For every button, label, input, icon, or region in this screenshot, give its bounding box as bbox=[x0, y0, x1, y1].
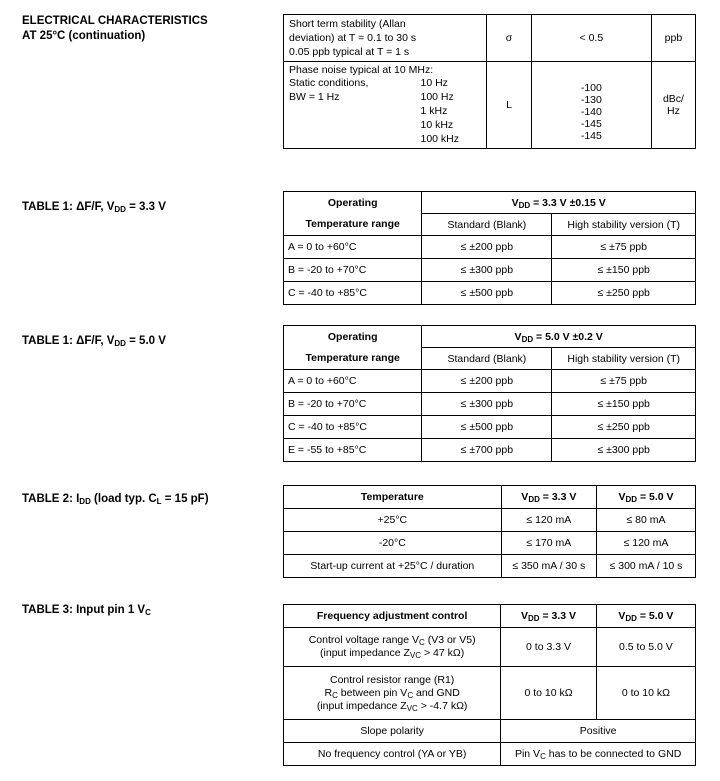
t2-temp-3: Start-up current at +25°C / duration bbox=[284, 555, 502, 578]
stability-line-3: 0.05 ppb typical at T = 1 s bbox=[289, 46, 410, 58]
table-row bbox=[284, 743, 696, 766]
t1b-range-c: C = -40 to +85°C bbox=[284, 416, 422, 439]
table-row bbox=[284, 393, 696, 416]
t3-row1-v50: 0.5 to 5.0 V bbox=[596, 628, 695, 667]
t3-row2-line2: $R_C$ between pin $V_C$ and GND bbox=[324, 686, 460, 700]
short-term-stability-description bbox=[284, 15, 487, 62]
t3-row1-line2: (input impedance $Z_{VC} > 47$ kΩ) bbox=[320, 647, 465, 660]
table-row bbox=[284, 628, 696, 667]
t2-v33-2: ≤ 170 mA bbox=[501, 532, 596, 555]
t1a-high-b: ≤ ±150 ppb bbox=[552, 259, 696, 282]
phase-noise-unit bbox=[651, 62, 695, 149]
table-row bbox=[284, 62, 696, 149]
t1b-header-temperature-range: Temperature range bbox=[284, 348, 422, 370]
t2-temp-2: -20°C bbox=[284, 532, 502, 555]
table1-33v-label-sub: DD bbox=[114, 205, 126, 214]
phase-noise-value-5: -145 bbox=[580, 130, 602, 142]
table1-50v-label-sub: DD bbox=[114, 339, 126, 348]
t1a-header-temperature-range: Temperature range bbox=[284, 214, 422, 236]
table2-idd bbox=[283, 485, 696, 578]
table1-33v-label bbox=[22, 200, 166, 215]
table-row bbox=[284, 532, 696, 555]
table2-label: TABLE 2: $I_{DD}$ (load typ. $C_L = 15$ pF) bbox=[22, 493, 209, 506]
phase-noise-value-2: -130 bbox=[580, 94, 602, 106]
t1a-standard-c: ≤ ±500 ppb bbox=[422, 282, 552, 305]
t1b-header-standard: Standard (Blank) bbox=[422, 348, 552, 370]
table-header-row bbox=[284, 605, 696, 628]
t2-v33-1: ≤ 120 mA bbox=[501, 509, 596, 532]
table1-50v-label-text: TABLE 1: ΔF/F, V bbox=[22, 335, 115, 347]
phase-noise-title: Phase noise typical at 10 MHz: bbox=[289, 64, 434, 76]
phase-noise-offset-1: 10 Hz bbox=[420, 77, 448, 89]
t1a-high-c: ≤ ±250 ppb bbox=[552, 282, 696, 305]
stability-symbol: σ bbox=[487, 15, 532, 62]
phase-noise-offset-3: 1 kHz bbox=[420, 105, 448, 117]
t3-header-vdd-50: $V_{DD} = 5.0$ V bbox=[596, 605, 695, 628]
t1b-standard-a: ≤ ±200 ppb bbox=[422, 370, 552, 393]
table-row bbox=[284, 282, 696, 305]
t2-v33-3: ≤ 350 mA / 30 s bbox=[501, 555, 596, 578]
t1b-standard-b: ≤ ±300 ppb bbox=[422, 393, 552, 416]
t1b-high-c: ≤ ±250 ppb bbox=[552, 416, 696, 439]
phase-noise-condition-2: BW = 1 Hz bbox=[289, 91, 340, 103]
phase-noise-offset-2: 100 Hz bbox=[420, 91, 454, 103]
table1-50v-label bbox=[22, 334, 166, 349]
t1a-standard-b: ≤ ±300 ppb bbox=[422, 259, 552, 282]
table3-input-pin bbox=[283, 604, 696, 766]
table-row bbox=[284, 720, 696, 743]
table-row bbox=[284, 555, 696, 578]
t1b-high-e: ≤ ±300 ppb bbox=[552, 439, 696, 462]
phase-noise-value-4: -145 bbox=[580, 118, 602, 130]
table-header-row bbox=[284, 326, 696, 348]
t3-row2-v50: 0 to 10 kΩ bbox=[596, 667, 695, 720]
t2-header-vdd-33: $V_{DD} = 3.3$ V bbox=[501, 486, 596, 509]
phase-noise-symbol: L bbox=[487, 62, 532, 149]
t2-header-vdd-50: $V_{DD} = 5.0$ V bbox=[597, 486, 696, 509]
table1-33v-label-tail: = 3.3 V bbox=[125, 201, 166, 213]
table-header-row bbox=[284, 486, 696, 509]
t3-no-frequency-control-label: No frequency control (YA or YB) bbox=[284, 743, 501, 766]
phase-noise-value-1: -100 bbox=[580, 82, 602, 94]
t1b-header-vdd: $V_{DD} = 5.0$ V ±0.2 V bbox=[422, 326, 696, 348]
t2-header-temperature: Temperature bbox=[284, 486, 502, 509]
phase-noise-unit-line-2: Hz bbox=[667, 105, 680, 117]
t3-row1-line1: Control voltage range $V_C$ (V3 or V5) bbox=[308, 634, 476, 647]
table-header-row-2 bbox=[284, 214, 696, 236]
table-row bbox=[284, 370, 696, 393]
phase-noise-spacer-2 bbox=[289, 118, 391, 132]
t1b-range-e: E = -55 to +85°C bbox=[284, 439, 422, 462]
heading-line-2: AT 25°C (continuation) bbox=[22, 30, 146, 42]
t2-v50-2: ≤ 120 mA bbox=[597, 532, 696, 555]
phase-noise-offset-5: 100 kHz bbox=[420, 133, 460, 145]
t1a-header-vdd: $V_{DD} = 3.3$ V ±0.15 V bbox=[422, 192, 696, 214]
t1a-range-b: B = -20 to +70°C bbox=[284, 259, 422, 282]
phase-noise-description bbox=[284, 62, 487, 149]
t3-header-control: Frequency adjustment control bbox=[284, 605, 501, 628]
table1-33v bbox=[283, 191, 696, 305]
t2-temp-1: +25°C bbox=[284, 509, 502, 532]
phase-noise-values bbox=[531, 62, 651, 149]
t1b-range-b: B = -20 to +70°C bbox=[284, 393, 422, 416]
table-row bbox=[284, 439, 696, 462]
table1-33v-label-text: TABLE 1: ΔF/F, V bbox=[22, 201, 115, 213]
phase-noise-condition-1: Static conditions, bbox=[289, 77, 369, 89]
t1b-range-a: A = 0 to +60°C bbox=[284, 370, 422, 393]
table1-50v-label-tail: = 5.0 V bbox=[125, 335, 166, 347]
t3-row2-line3: (input impedance $Z_{VC} > -4.7$ kΩ) bbox=[316, 699, 468, 713]
phase-noise-value-3: -140 bbox=[580, 106, 602, 118]
t1b-header-high-stability: High stability version (T) bbox=[552, 348, 696, 370]
t3-no-frequency-control-value: Pin $V_C$ has to be connected to GND bbox=[501, 743, 696, 766]
table3-label: TABLE 3: Input pin 1 $V_C$ bbox=[22, 604, 151, 617]
table-row bbox=[284, 667, 696, 720]
phase-noise-unit-line-1: dBc/ bbox=[662, 93, 684, 105]
t1b-header-operating: Operating bbox=[284, 326, 422, 348]
t3-row1-v33: 0 to 3.3 V bbox=[501, 628, 597, 667]
t3-control-voltage-range bbox=[284, 628, 501, 667]
stability-value: < 0.5 bbox=[531, 15, 651, 62]
t3-slope-polarity-label: Slope polarity bbox=[284, 720, 501, 743]
heading-line-1: ELECTRICAL CHARACTERISTICS bbox=[22, 15, 208, 27]
t3-row2-line1: Control resistor range (R1) bbox=[329, 673, 455, 686]
table-header-row bbox=[284, 192, 696, 214]
table-row bbox=[284, 259, 696, 282]
t1a-standard-a: ≤ ±200 ppb bbox=[422, 236, 552, 259]
stability-line-1: Short term stability (Allan bbox=[289, 18, 406, 30]
t1a-header-operating: Operating bbox=[284, 192, 422, 214]
table-row bbox=[284, 236, 696, 259]
t1b-high-b: ≤ ±150 ppb bbox=[552, 393, 696, 416]
t1b-standard-c: ≤ ±500 ppb bbox=[422, 416, 552, 439]
t2-v50-1: ≤ 80 mA bbox=[597, 509, 696, 532]
electrical-characteristics-heading bbox=[22, 14, 272, 44]
t3-slope-polarity-value: Positive bbox=[501, 720, 696, 743]
electrical-characteristics-table bbox=[283, 14, 696, 149]
t1a-header-standard: Standard (Blank) bbox=[422, 214, 552, 236]
table-row bbox=[284, 416, 696, 439]
stability-line-2: deviation) at T = 0.1 to 30 s bbox=[289, 32, 417, 44]
t1a-range-a: A = 0 to +60°C bbox=[284, 236, 422, 259]
t1a-header-high-stability: High stability version (T) bbox=[552, 214, 696, 236]
t1b-high-a: ≤ ±75 ppb bbox=[552, 370, 696, 393]
t1a-high-a: ≤ ±75 ppb bbox=[552, 236, 696, 259]
phase-noise-conditions bbox=[289, 76, 481, 146]
t3-control-resistor-range bbox=[284, 667, 501, 720]
t3-row2-v33: 0 to 10 kΩ bbox=[501, 667, 597, 720]
phase-noise-offset-4: 10 kHz bbox=[420, 119, 454, 131]
table-row bbox=[284, 509, 696, 532]
phase-noise-spacer-1 bbox=[289, 104, 391, 118]
t1b-standard-e: ≤ ±700 ppb bbox=[422, 439, 552, 462]
table-row bbox=[284, 15, 696, 62]
phase-noise-spacer-3 bbox=[289, 132, 391, 146]
t3-header-vdd-33: $V_{DD} = 3.3$ V bbox=[501, 605, 597, 628]
table-header-row-2 bbox=[284, 348, 696, 370]
t1a-range-c: C = -40 to +85°C bbox=[284, 282, 422, 305]
stability-unit: ppb bbox=[651, 15, 695, 62]
t2-v50-3: ≤ 300 mA / 10 s bbox=[597, 555, 696, 578]
table1-50v bbox=[283, 325, 696, 462]
